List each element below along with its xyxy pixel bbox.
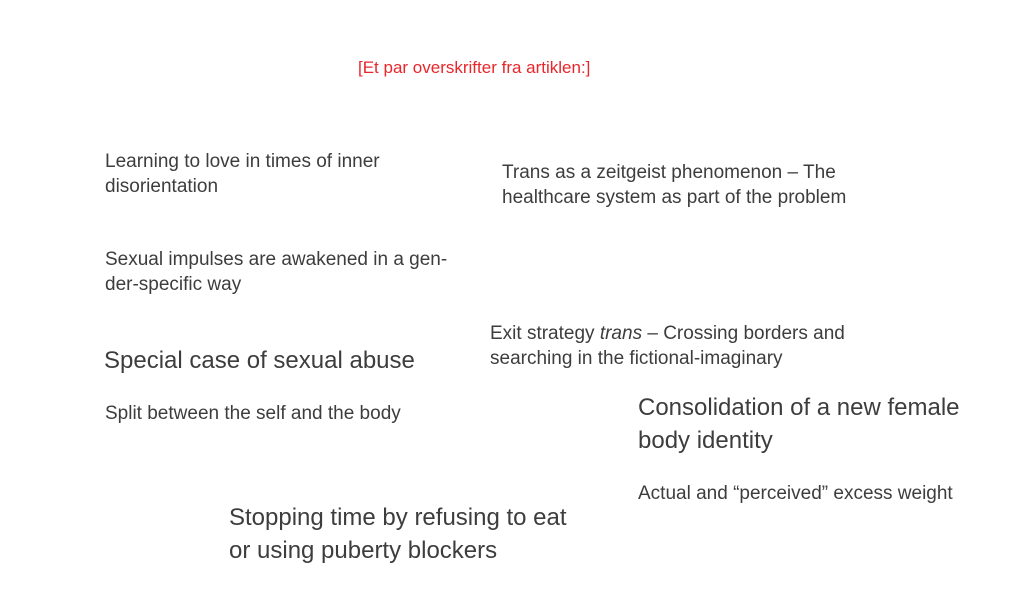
heading-excess-weight — [638, 481, 953, 506]
heading-line: Sexual impulses are awakened in a gen- — [105, 249, 448, 270]
heading-line: Special case of sexual abuse — [104, 347, 415, 374]
heading-consolidation — [638, 391, 960, 457]
heading-line: Split between the self and the body — [105, 403, 401, 424]
heading-line: body identity — [638, 427, 773, 454]
heading-special-case — [104, 344, 415, 377]
heading-line: disorientation — [105, 176, 219, 197]
heading-line: Consolidation of a new female — [638, 394, 960, 421]
heading-stopping-time — [229, 501, 567, 567]
heading-line: Stopping time by refusing to eat — [229, 504, 567, 531]
red-note: [Et par overskrifter fra artiklen:] — [358, 58, 591, 77]
heading-learning-to-love — [105, 149, 380, 199]
heading-line: Actual and “perceived” excess weight — [638, 483, 953, 504]
heading-italic-text: trans — [599, 323, 643, 344]
heading-line: Learning to love in times of inner — [105, 151, 380, 172]
heading-line: Trans as a zeitgeist phenomenon – The — [502, 162, 836, 183]
heading-line — [490, 321, 845, 346]
heading-line: healthcare system as part of the problem — [502, 187, 847, 208]
heading-text: Exit strategy — [490, 323, 600, 344]
heading-line: der-specific way — [105, 274, 242, 295]
heading-sexual-impulses — [105, 247, 447, 297]
heading-trans-zeitgeist — [502, 160, 846, 210]
heading-line: searching in the fictional-imaginary — [490, 348, 783, 369]
heading-split-self-body — [105, 401, 401, 426]
heading-line: or using puberty blockers — [229, 537, 498, 564]
heading-text: – Crossing borders and — [642, 323, 845, 344]
heading-exit-strategy — [490, 321, 845, 371]
